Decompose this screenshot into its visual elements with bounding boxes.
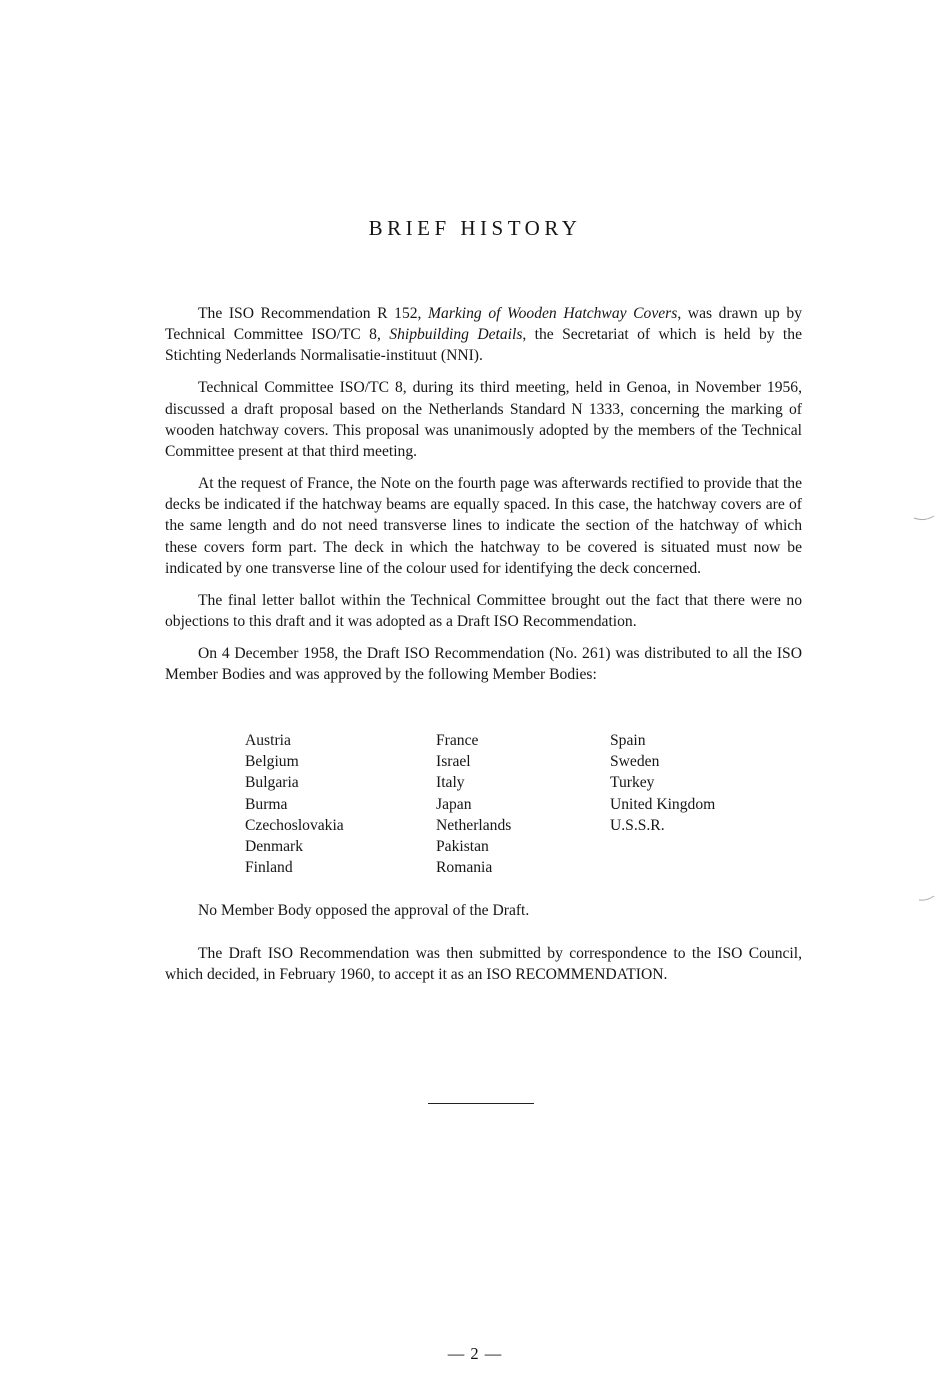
paragraph-2: Technical Committee ISO/TC 8, during its third meeting, held in Genoa, in November 1956, discussed a draft proposal based on the Netherlands Standard N 1333, concerning the marking of wooden hatchway covers. This proposal was unanimously adopted by the members of the Technical Committee present at that third meeting. bbox=[165, 379, 802, 461]
member-body: Austria bbox=[245, 732, 291, 749]
paragraph-3: At the request of France, the Note on the fourth page was afterwards rectified to provide that the decks be indicated if the hatchway beams are equally spaced. In this case, the hatchway covers are of the same length and do not need transverse lines to indicate the section of the hatchway of which these covers form part. The deck in which the hatchway to be covered is situated must now be indicated by one transverse line of the colour used for identifying the deck concerned. bbox=[165, 475, 802, 577]
member-body: Pakistan bbox=[436, 838, 489, 856]
member-body: Czechoslovakia bbox=[245, 816, 344, 834]
member-body: Finland bbox=[245, 859, 293, 877]
member-bodies-column-2 bbox=[436, 730, 511, 878]
paragraph-7: The Draft ISO Recommendation was then submitted by correspondence to the ISO Council, which decided, in February 1960, to accept it as an ISO RECOMMENDATION. bbox=[165, 945, 802, 984]
page-title: BRIEF HISTORY bbox=[368, 216, 582, 240]
member-body: Denmark bbox=[245, 838, 304, 856]
p1-text-c: , was drawn up by Technical Committee ISO/TC 8, bbox=[165, 305, 802, 344]
member-body: Turkey bbox=[610, 774, 655, 792]
member-bodies-column-3 bbox=[610, 730, 715, 836]
member-body: Italy bbox=[436, 774, 465, 792]
p1-text-e: , the Secretariat of which is held by the Stichting Nederlands Normalisatie-instituut (NNI). bbox=[165, 326, 802, 365]
member-body: France bbox=[436, 732, 479, 749]
p1-committee-italic: Shipbuilding Details bbox=[389, 326, 523, 344]
member-body: United Kingdom bbox=[610, 795, 716, 813]
scan-mark-2 bbox=[918, 893, 936, 903]
member-body: Japan bbox=[436, 795, 472, 813]
paragraph-6: No Member Body opposed the approval of the Draft. bbox=[198, 902, 530, 919]
member-body: Romania bbox=[436, 859, 493, 877]
member-body: Spain bbox=[610, 732, 646, 749]
page-number: — 2 — bbox=[447, 1344, 503, 1363]
member-body: U.S.S.R. bbox=[610, 816, 665, 834]
paragraph-1 bbox=[165, 303, 802, 367]
history-body bbox=[165, 303, 802, 696]
member-body: Israel bbox=[436, 753, 471, 771]
member-bodies-column-1 bbox=[245, 730, 344, 878]
member-body: Bulgaria bbox=[245, 774, 299, 792]
member-body: Belgium bbox=[245, 753, 299, 771]
end-rule-divider bbox=[428, 1103, 534, 1104]
paragraph-5: On 4 December 1958, the Draft ISO Recommendation (No. 261) was distributed to all the ISO Member Bodies and was approved by the following Member Bodies: bbox=[165, 645, 802, 684]
p1-text-a: The ISO Recommendation R 152, bbox=[198, 305, 429, 322]
member-body: Sweden bbox=[610, 753, 660, 771]
member-body: Netherlands bbox=[436, 816, 512, 834]
p1-title-italic: Marking of Wooden Hatchway Covers bbox=[428, 305, 678, 322]
member-body: Burma bbox=[245, 795, 288, 813]
scan-mark-1 bbox=[912, 510, 936, 524]
paragraph-4: The final letter ballot within the Technical Committee brought out the fact that there were no objections to this draft and it was adopted as a Draft ISO Recommendation. bbox=[165, 591, 802, 631]
